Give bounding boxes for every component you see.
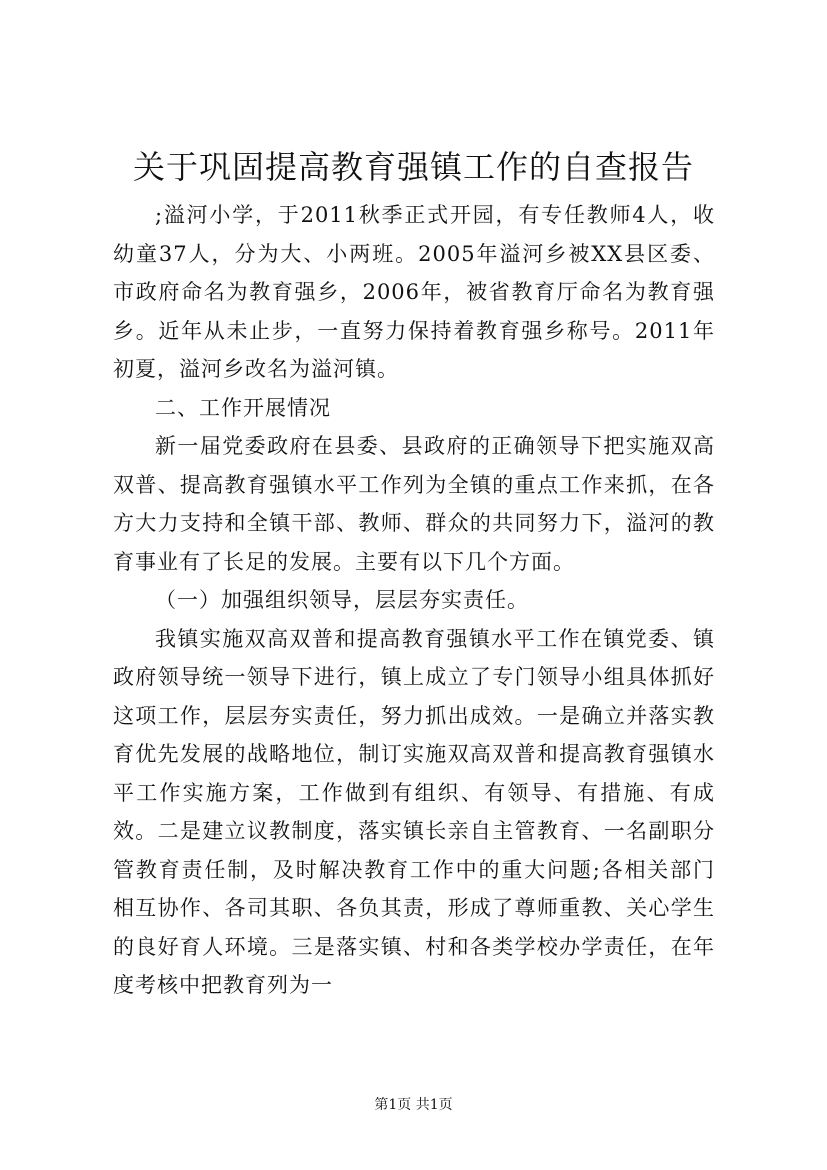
page-footer: 第1页 共1页 bbox=[374, 1097, 453, 1113]
paragraph-detail: 我镇实施双高双普和提高教育强镇水平工作在镇党委、镇政府领导统一领导下进行，镇上成立了专门领导小组具体抓好这项工作，层层夯实责任，努力抓出成效。一是确立并落实教育优先发展的战略地位，制订实施双高双普和提高教育强镇水平工作实施方案，工作做到有组织、有领导、有措施、有成效。二是建立议教制度，落实镇长亲自主管教育、一名副职分管教育责任制，及时解决教育工作中的重大问题;各相关部门相互协作、各司其职、各负其责，形成了尊师重教、关心学生的良好育人环境。三是落实镇、村和各类学校办学责任，在年度考核中把教育列为一 bbox=[113, 626, 715, 997]
document-title: 关于巩固提高教育强镇工作的自查报告 bbox=[132, 148, 694, 186]
subsection-heading: （一）加强组织领导，层层夯实责任。 bbox=[155, 588, 529, 612]
paragraph-overview: 新一届党委政府在县委、县政府的正确领导下把实施双高双普、提高教育强镇水平工作列为全镇的重点工作来抓，在各方大力支持和全镇干部、教师、群众的共同努力下，溢河的教育事业有了长足的发展。主要有以下几个方面。 bbox=[113, 434, 715, 574]
paragraph-intro: ;溢河小学，于2011秋季正式开园，有专任教师4人，收幼童37人，分为大、小两班。2005年溢河乡被XX县区委、市政府命名为教育强乡，2006年，被省教育厅命名为教育强乡。近年从未止步，一直努力保持着教育强乡称号。2011年初夏，溢河乡改名为溢河镇。 bbox=[113, 203, 715, 381]
section-heading: 二、工作开展情况 bbox=[155, 395, 331, 420]
document-body bbox=[113, 196, 715, 1005]
